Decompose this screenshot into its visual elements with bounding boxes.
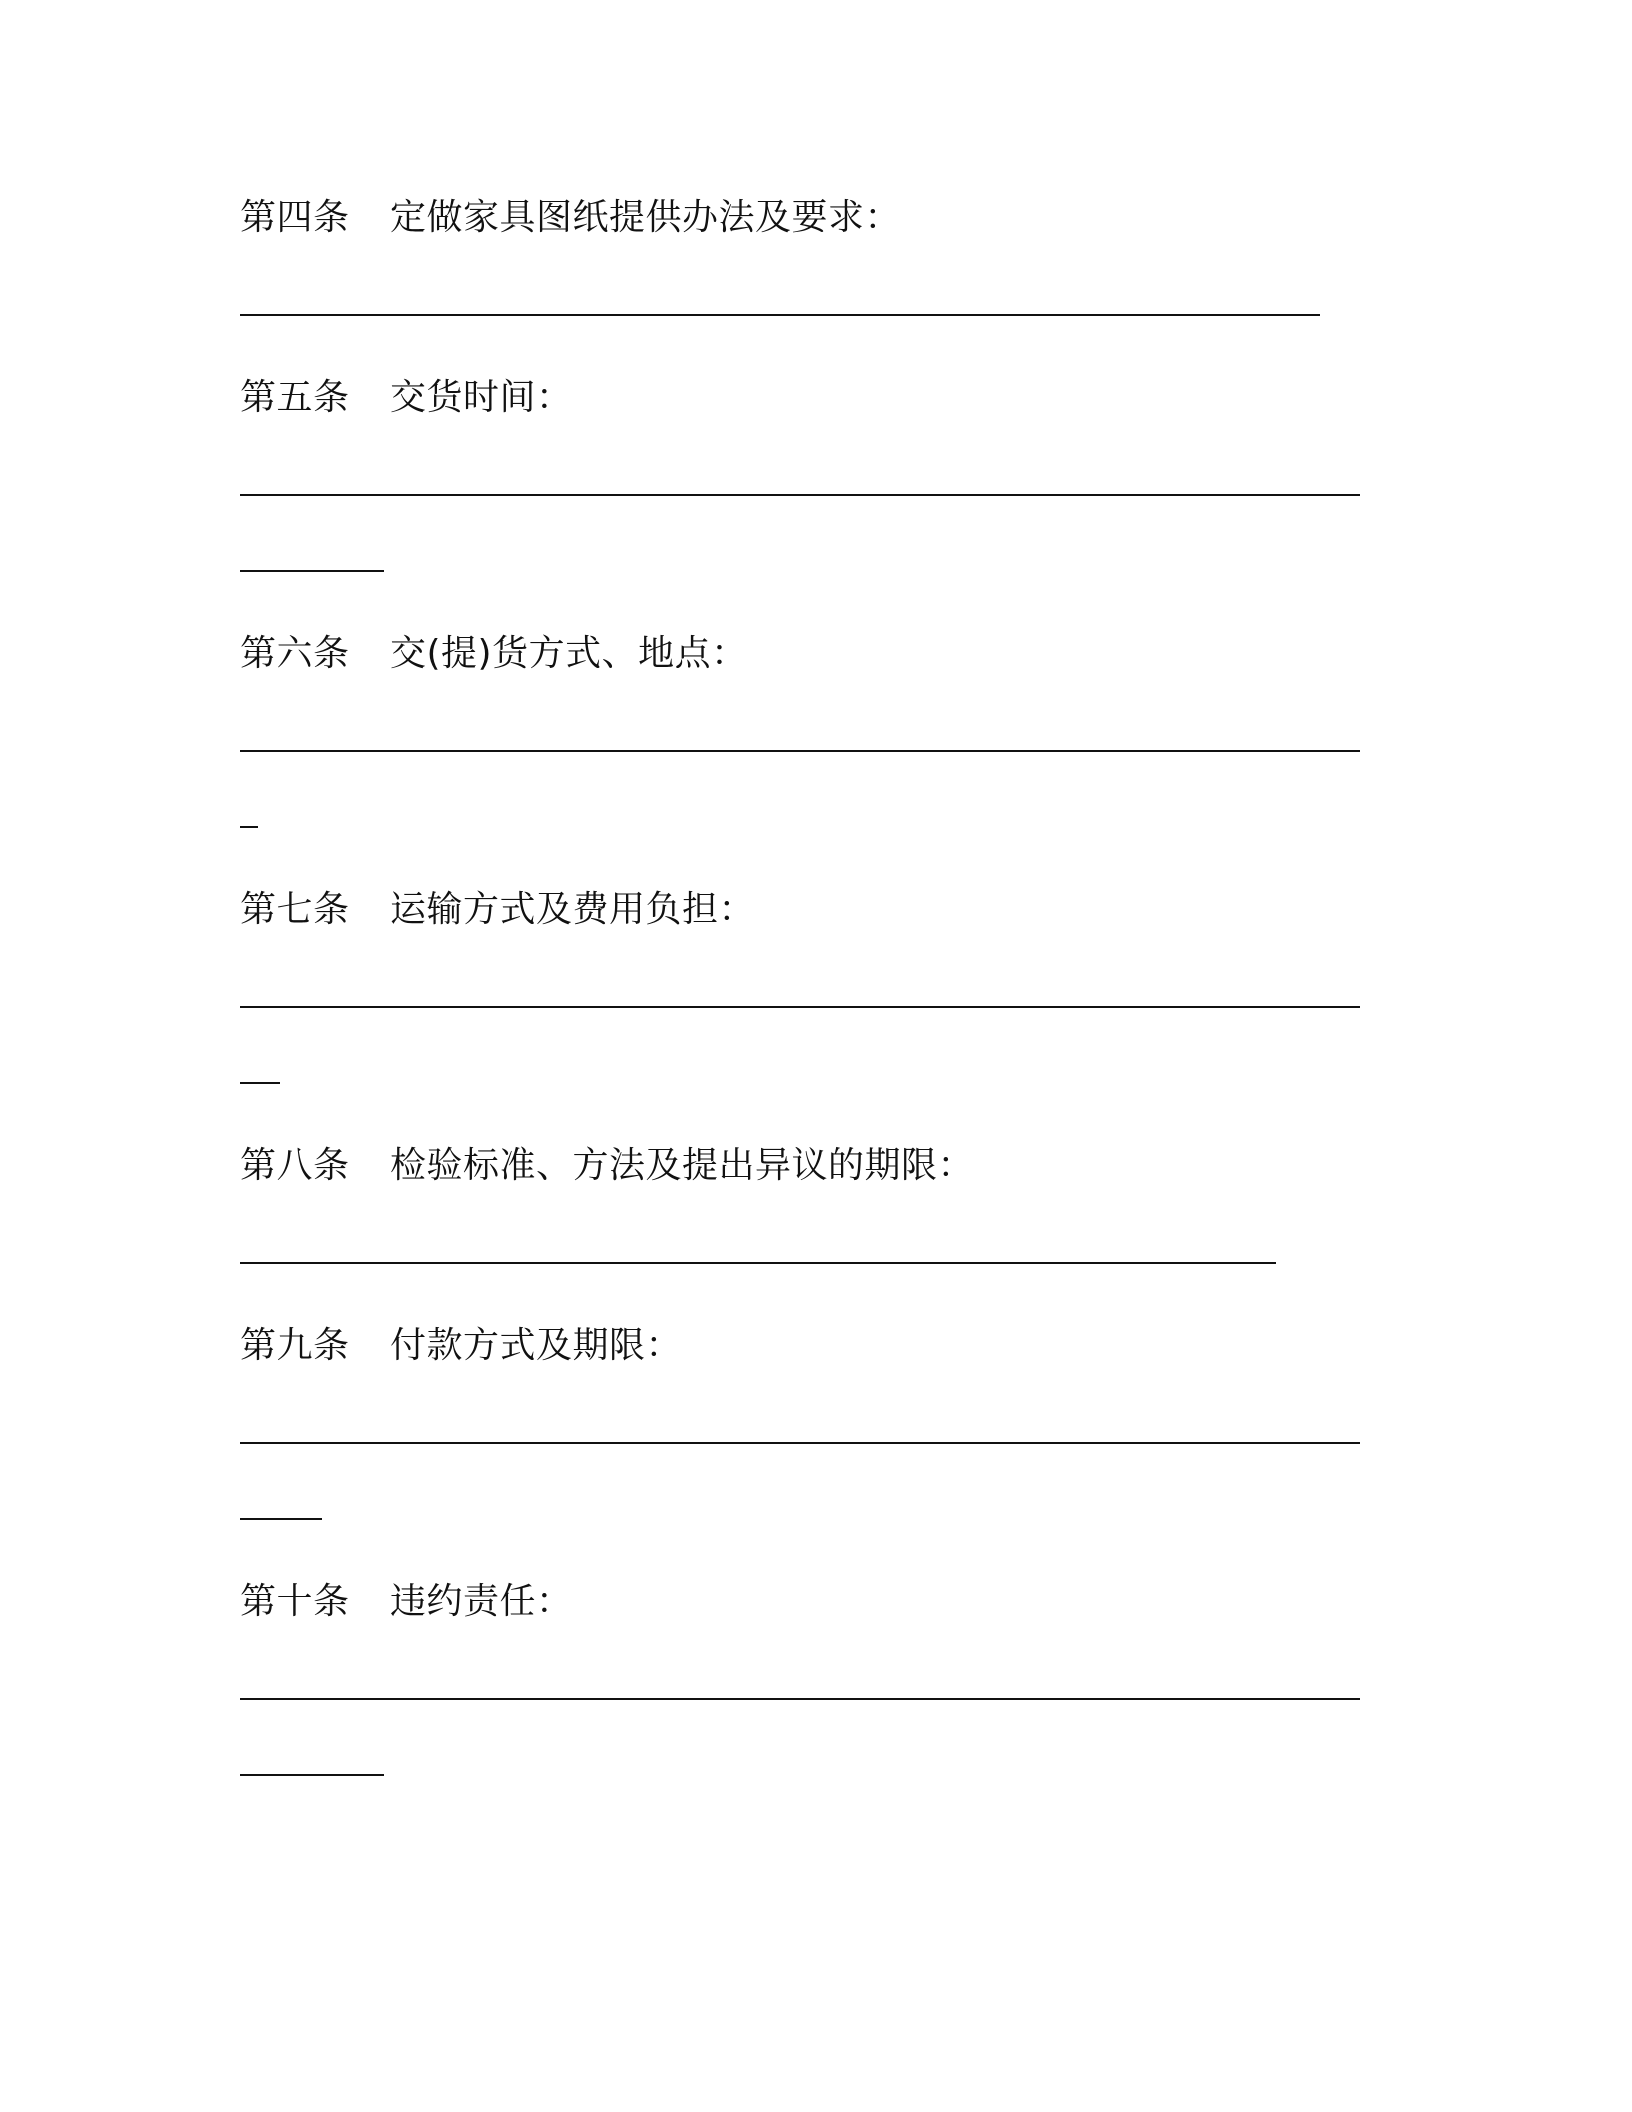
article-number: 第六条 xyxy=(240,633,350,674)
fill-in-line xyxy=(240,1262,1276,1264)
fill-in-line xyxy=(240,1774,384,1776)
fill-in-line xyxy=(240,1442,1360,1444)
fill-in-line xyxy=(240,826,258,828)
article-7 xyxy=(240,888,755,932)
article-4 xyxy=(240,196,901,240)
article-title: 付款方式及期限： xyxy=(390,1325,683,1366)
article-title: 检验标准、方法及提出异议的期限： xyxy=(390,1145,975,1186)
article-title: 交货时间： xyxy=(390,377,573,418)
article-10 xyxy=(240,1580,573,1624)
article-title: 运输方式及费用负担： xyxy=(390,889,756,930)
article-number: 第九条 xyxy=(240,1325,350,1366)
fill-in-line xyxy=(240,570,384,572)
article-title: 定做家具图纸提供办法及要求： xyxy=(390,197,902,238)
fill-in-line xyxy=(240,1006,1360,1008)
fill-in-line xyxy=(240,1698,1360,1700)
fill-in-line xyxy=(240,314,1320,316)
article-number: 第七条 xyxy=(240,889,350,930)
article-5 xyxy=(240,376,573,420)
article-title: 交(提)货方式、地点： xyxy=(390,633,748,674)
fill-in-line xyxy=(240,494,1360,496)
article-number: 第八条 xyxy=(240,1145,350,1186)
article-title: 违约责任： xyxy=(390,1581,573,1622)
article-8 xyxy=(240,1144,974,1188)
fill-in-line xyxy=(240,750,1360,752)
article-number: 第五条 xyxy=(240,377,350,418)
article-number: 第四条 xyxy=(240,197,350,238)
fill-in-line xyxy=(240,1518,322,1520)
article-number: 第十条 xyxy=(240,1581,350,1622)
fill-in-line xyxy=(240,1082,280,1084)
article-9 xyxy=(240,1324,682,1368)
article-6 xyxy=(240,632,748,676)
